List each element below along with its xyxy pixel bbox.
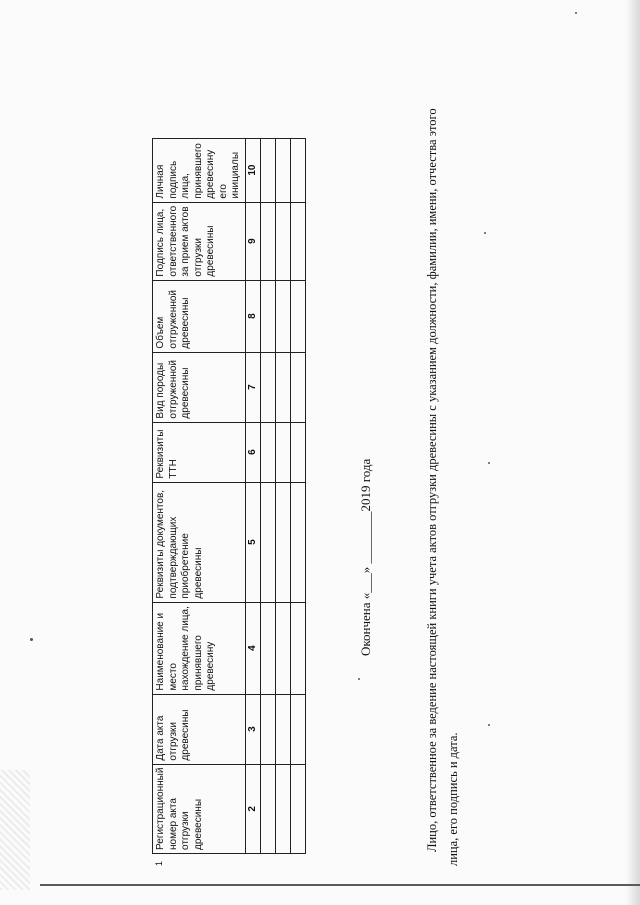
col-header-responsible-signature: Подпись лица, ответственного за прием актов отгрузки древесины	[153, 202, 246, 280]
page-bottom-line	[40, 884, 640, 886]
col-number-3: 3	[245, 694, 261, 764]
responsible-person-footnote: Лицо, ответственное за ведение настоящей книги учета актов отгрузки древесины с указанием должности, фамилии, имени, отчества этого лица, его подпись и дата.	[425, 108, 461, 866]
ledger-ended-date-line: Окончена «___» ________2019 года	[358, 458, 373, 656]
col-number-7: 7	[245, 352, 261, 422]
col-header-reg-number: Регистрационный номер акта отгрузки древесины	[153, 764, 246, 853]
col-number-4: 4	[245, 602, 261, 694]
scan-speck	[488, 462, 490, 464]
col-number-5: 5	[245, 482, 261, 602]
col-header-volume: Объем отгруженной древесины	[153, 280, 246, 352]
col-header-act-date: Дата акта отгрузки древесины	[153, 694, 246, 764]
col-number-8: 8	[245, 280, 261, 352]
scan-speck	[488, 724, 490, 726]
col-number-2: 2	[245, 764, 261, 853]
col-number-9: 9	[245, 202, 261, 280]
shipment-acts-ledger-table	[152, 138, 306, 854]
col-header-ttn: Реквизиты ТТН	[153, 422, 246, 482]
scan-edge-shadow	[626, 0, 640, 905]
header-row	[153, 138, 246, 853]
scan-speck	[575, 12, 577, 14]
table-row	[261, 138, 276, 853]
rotated-document-content	[40, 86, 480, 866]
col-header-purchase-docs: Реквизиты документов, подтверждающих приобретение древесины	[153, 482, 246, 602]
table-row	[276, 138, 291, 853]
scan-speck	[358, 678, 360, 680]
column-number-row	[245, 138, 261, 853]
col-number-10: 10	[245, 138, 261, 202]
table-row	[291, 138, 306, 853]
col-number-6: 6	[245, 422, 261, 482]
scan-noise	[0, 770, 30, 890]
col-header-wood-species: Вид породы отгруженной древесины	[153, 352, 246, 422]
column-1-marker: 1	[154, 860, 164, 866]
col-header-recipient: Наименование и место нахождение лица, принявшего древесину	[153, 602, 246, 694]
scan-speck	[30, 638, 33, 641]
col-header-recipient-signature: Личная подпись лица, принявшего древесину его инициалы	[153, 138, 246, 202]
scan-speck	[484, 232, 486, 234]
